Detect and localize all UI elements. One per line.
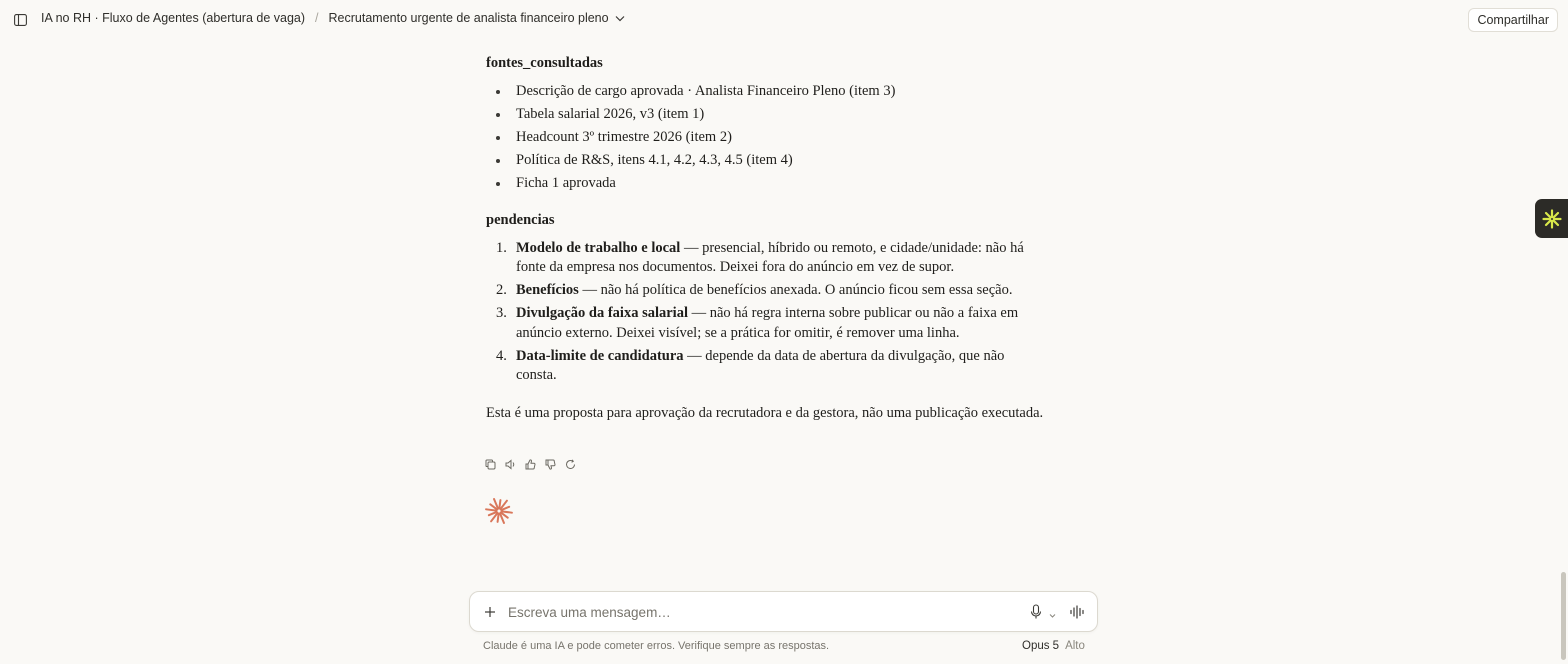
list-item: Tabela salarial 2026, v3 (item 1) bbox=[486, 105, 1046, 125]
scrollbar[interactable] bbox=[1561, 572, 1566, 660]
list-item bbox=[486, 304, 1046, 343]
chevron-down-icon bbox=[615, 15, 625, 22]
top-bar bbox=[0, 0, 1568, 40]
list-item: Ficha 1 aprovada bbox=[486, 174, 1046, 194]
conversation-title-menu[interactable] bbox=[329, 11, 625, 25]
sources-heading: fontes_consultadas bbox=[486, 55, 603, 71]
item-title: Divulgação da faixa salarial bbox=[516, 305, 688, 321]
assistant-message bbox=[486, 52, 1046, 423]
message-input[interactable] bbox=[508, 601, 1018, 623]
plus-icon[interactable] bbox=[482, 604, 498, 620]
speaker-icon[interactable] bbox=[504, 458, 517, 471]
message-composer bbox=[469, 591, 1098, 632]
chevron-down-icon[interactable] bbox=[1048, 607, 1057, 616]
item-text: — não há regra interna sobre publicar ou não a faixa em anúncio externo. Deixei visível; se a prática for omitir, é remover uma linha. bbox=[516, 305, 1019, 341]
item-number: 1. bbox=[496, 239, 507, 256]
copy-icon[interactable] bbox=[484, 458, 497, 471]
list-item bbox=[486, 347, 1046, 386]
item-text: — não há política de benefícios anexada. O anúncio ficou sem essa seção. bbox=[578, 282, 1013, 298]
disclaimer: Claude é uma IA e pode cometer erros. Verifique sempre as respostas. bbox=[483, 640, 830, 652]
thumbs-up-icon[interactable] bbox=[524, 458, 537, 471]
breadcrumb-separator: / bbox=[315, 11, 319, 25]
sources-list bbox=[486, 82, 1046, 194]
item-title: Data-limite de candidatura bbox=[516, 347, 684, 364]
closing-paragraph: Esta é uma proposta para aprovação da recrutadora e da gestora, não uma publicação executada. bbox=[486, 404, 1044, 421]
project-link[interactable]: IA no RH · Fluxo de Agentes (abertura de vaga) bbox=[41, 11, 306, 25]
model-level: Alto bbox=[1065, 640, 1085, 652]
asterisk-icon bbox=[1542, 209, 1562, 229]
thumbs-down-icon[interactable] bbox=[544, 458, 557, 471]
voice-mode-icon[interactable] bbox=[1069, 604, 1085, 620]
microphone-icon[interactable] bbox=[1029, 604, 1043, 620]
item-title: Benefícios bbox=[516, 282, 579, 298]
model-name: Opus 5 bbox=[1022, 640, 1060, 652]
item-text: — depende da data de abertura da divulgação, que não consta. bbox=[516, 347, 1005, 383]
item-number: 2. bbox=[496, 282, 507, 298]
item-number: 3. bbox=[496, 305, 507, 321]
list-item: Headcount 3º trimestre 2026 (item 2) bbox=[486, 128, 1046, 148]
item-title: Modelo de trabalho e local bbox=[516, 239, 681, 256]
share-button[interactable]: Compartilhar bbox=[1468, 8, 1558, 32]
pending-list bbox=[486, 239, 1046, 386]
message-actions bbox=[484, 458, 577, 471]
extension-widget[interactable] bbox=[1535, 199, 1568, 238]
list-item bbox=[486, 239, 1046, 278]
item-text: — presencial, híbrido ou remoto, e cidade/unidade: não há fonte da empresa nos documentos. Deixei fora do anúncio em vez de supor. bbox=[516, 239, 1024, 275]
retry-icon[interactable] bbox=[564, 458, 577, 471]
conversation-title: Recrutamento urgente de analista financeiro pleno bbox=[328, 11, 609, 25]
list-item: Descrição de cargo aprovada · Analista Financeiro Pleno (item 3) bbox=[486, 82, 1046, 102]
list-item: Política de R&S, itens 4.1, 4.2, 4.3, 4.5 (item 4) bbox=[486, 151, 1046, 171]
list-item bbox=[486, 281, 1046, 301]
claude-spark-icon bbox=[485, 497, 513, 525]
pending-heading: pendencias bbox=[486, 212, 555, 228]
sidebar-toggle-icon[interactable] bbox=[12, 12, 28, 28]
breadcrumb bbox=[41, 11, 625, 25]
item-number: 4. bbox=[496, 347, 507, 364]
model-selector[interactable] bbox=[1022, 640, 1085, 652]
